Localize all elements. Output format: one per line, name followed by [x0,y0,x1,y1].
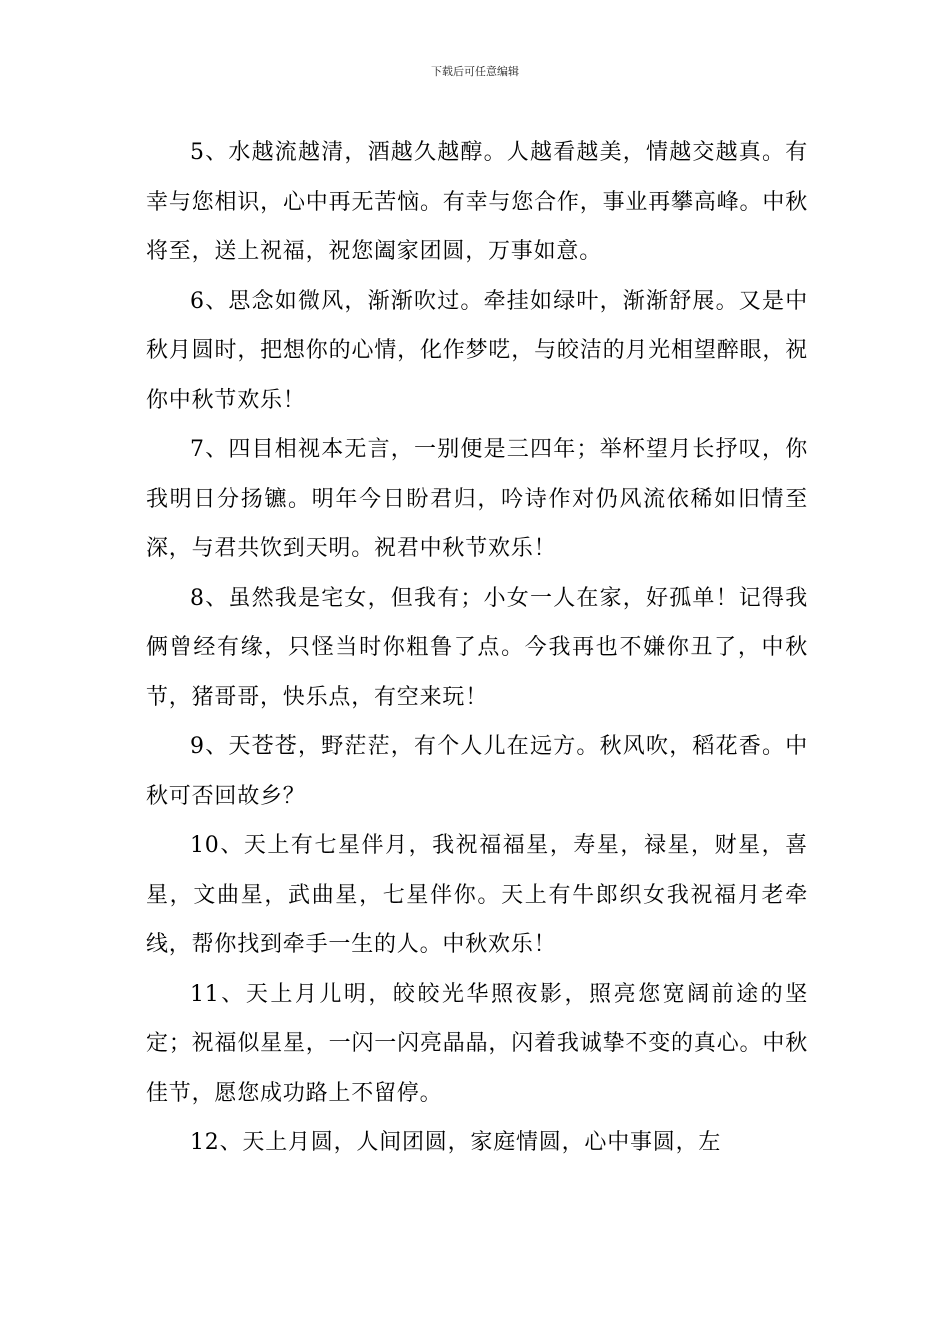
paragraph-10: 10、天上有七星伴月，我祝福福星，寿星，禄星，财星，喜星，文曲星，武曲星，七星伴你。天上有牛郎织女我祝福月老牵线，帮你找到牵手一生的人。中秋欢乐！ [146,833,808,957]
page-header: 下载后可任意编辑 [431,65,519,78]
paragraph-12: 12、天上月圆，人间团圆，家庭情圆，心中事圆，左 [190,1130,722,1155]
document-body [146,128,808,1168]
paragraph-6: 6、思念如微风，渐渐吹过。牵挂如绿叶，渐渐舒展。又是中秋月圆时，把想你的心情，化作梦呓，与皎洁的月光相望醉眼，祝你中秋节欢乐！ [146,288,808,413]
paragraph-5: 5、水越流越清，酒越久越醇。人越看越美，情越交越真。有幸与您相识，心中再无苦恼。有幸与您合作，事业再攀高峰。中秋将至，送上祝福，祝您阖家团圆，万事如意。 [146,140,808,264]
paragraph-7: 7、四目相视本无言，一别便是三四年；举杯望月长抒叹，你我明日分扬镳。明年今日盼君归，吟诗作对仍风流依稀如旧情至深，与君共饮到天明。祝君中秋节欢乐！ [146,437,808,561]
paragraph-9: 9、天苍苍，野茫茫，有个人儿在远方。秋风吹，稻花香。中秋可否回故乡？ [146,734,808,809]
paragraph-11: 11、天上月儿明，皎皎光华照夜影，照亮您宽阔前途的坚定；祝福似星星，一闪一闪亮晶晶，闪着我诚挚不变的真心。中秋佳节，愿您成功路上不留停。 [146,981,808,1106]
paragraph-8: 8、虽然我是宅女，但我有；小女一人在家，好孤单！记得我俩曾经有缘，只怪当时你粗鲁了点。今我再也不嫌你丑了，中秋节，猪哥哥，快乐点，有空来玩！ [146,585,808,710]
